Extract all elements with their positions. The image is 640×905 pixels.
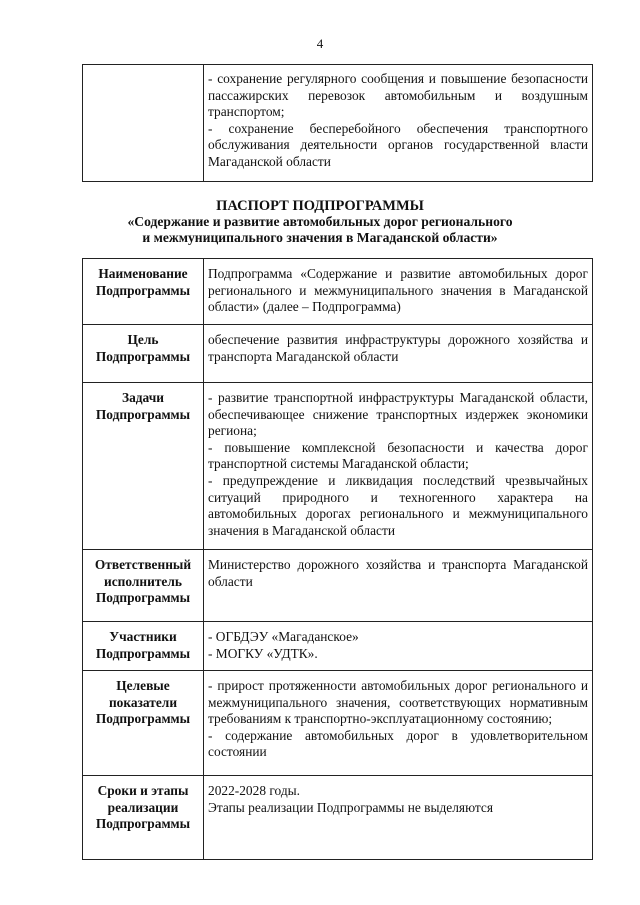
row-label — [83, 65, 204, 182]
row-content — [204, 550, 593, 622]
content-line: - МОГКУ «УДТК». — [208, 645, 318, 661]
heading-title: ПАСПОРТ ПОДПРОГРАММЫ — [216, 198, 424, 214]
row-label-terms: Сроки и этапы реализации Подпрограммы — [83, 776, 204, 860]
heading-subtitle-line2: и межмуниципального значения в Магаданской области» — [142, 230, 498, 245]
content-line: Этапы реализации Подпрограммы не выделяются — [208, 799, 494, 815]
content-line: Министерство дорожного хозяйства и транспорта Магаданской области — [208, 557, 588, 589]
row-label-tasks: Задачи Подпрограммы — [83, 383, 204, 550]
row-label-participants: Участники Подпрограммы — [83, 622, 204, 671]
row-label-executor: Ответственный исполнитель Подпрограммы — [83, 550, 204, 622]
content-line: 2022-2028 годы. — [208, 783, 300, 798]
content-line: - предупреждение и ликвидация последствий чрезвычайных ситуаций природного и техногенного характера на автомобильных дорогах регионального и межмуниципального значения в Магаданской области — [208, 472, 588, 538]
section-heading — [0, 198, 640, 246]
content-line: обеспечение развития инфраструктуры дорожного хозяйства и транспорта Магаданской области — [208, 332, 588, 364]
table-row — [83, 776, 593, 860]
table-row — [83, 65, 593, 182]
row-label-name: Наименование Подпрограммы — [83, 259, 204, 325]
continuation-table — [82, 64, 593, 182]
row-label-goal: Цель Подпрограммы — [83, 325, 204, 383]
heading-subtitle-line1: «Содержание и развитие автомобильных дорог регионального — [127, 214, 513, 229]
content-line: - прирост протяженности автомобильных дорог регионального и межмуниципального значения, соответствующих нормативным требованиям к транспортно-эксплуатационному состоянию; — [208, 678, 588, 727]
row-label-indicators: Целевые показатели Подпрограммы — [83, 671, 204, 776]
table-row — [83, 671, 593, 776]
row-content — [204, 325, 593, 383]
content-line: - сохранение бесперебойного обеспечения транспортного обслуживания деятельности органов государственной власти Магаданской области — [208, 120, 588, 169]
content-line: - ОГБДЭУ «Магаданское» — [208, 629, 359, 644]
passport-table — [82, 258, 593, 860]
row-content — [204, 671, 593, 776]
row-content — [204, 259, 593, 325]
page-number: 4 — [316, 36, 324, 51]
table-row — [83, 550, 593, 622]
content-line: - сохранение регулярного сообщения и повышение безопасности пассажирских перевозок автомобильным и воздушным транспортом; — [208, 71, 588, 120]
table-row — [83, 383, 593, 550]
row-content — [204, 383, 593, 550]
table-row — [83, 259, 593, 325]
row-content — [204, 65, 593, 182]
row-content — [204, 776, 593, 860]
content-line: Подпрограмма «Содержание и развитие автомобильных дорог регионального и межмуниципального значения в Магаданской области» (далее – Подпрограмма) — [208, 266, 588, 315]
table-row — [83, 622, 593, 671]
table-row — [83, 325, 593, 383]
row-content — [204, 622, 593, 671]
content-line: - повышение комплексной безопасности и качества дорог транспортной системы Магаданской области; — [208, 439, 588, 472]
content-line: - развитие транспортной инфраструктуры Магаданской области, обеспечивающее снижение транспортных издержек экономики региона; — [208, 390, 588, 439]
content-line: - содержание автомобильных дорог в удовлетворительном состоянии — [208, 727, 588, 760]
